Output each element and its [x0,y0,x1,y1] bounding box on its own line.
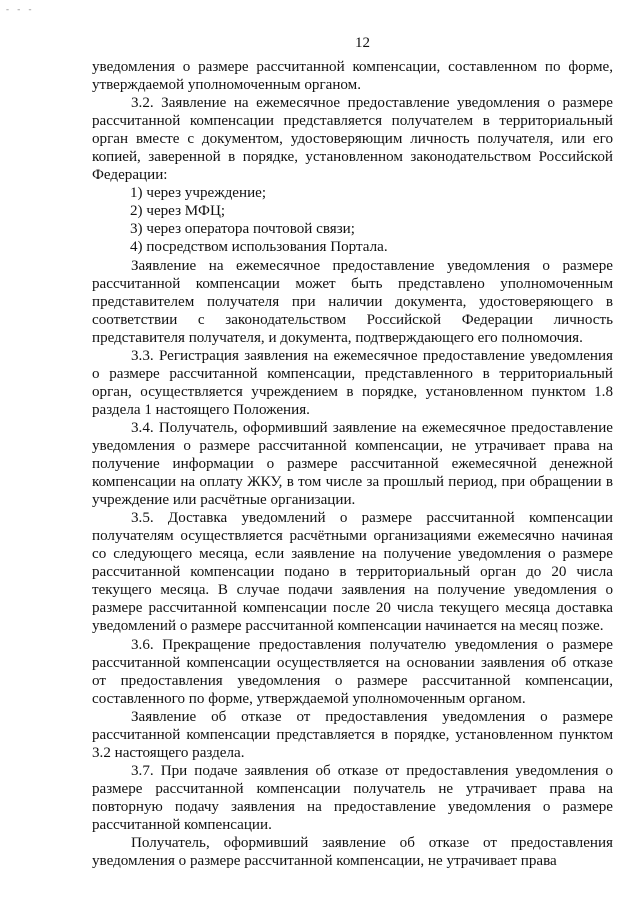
list-item: 2) через МФЦ; [130,203,226,220]
paragraph-3-6: 3.6. Прекращение предоставления получателю уведомления о размере рассчитанной компенсации осуществляется на основании заявления об отказе от предоставления уведомления о размере рассчитанной компенсации, составленного по форме, утверждаемой уполномоченным органом. [92,636,613,707]
list-item: 1) через учреждение; [130,185,267,202]
paragraph-3-3: 3.3. Регистрация заявления на ежемесячное предоставление уведомления о размере рассчитанной компенсации, представленного в территориальный орган, осуществляется учреждением в порядке, установленном пунктом 1.8 раздела 1 настоящего Положения. [92,347,613,418]
page-number: 12 [355,35,370,51]
document-body [92,58,613,870]
paragraph-3-7: 3.7. При подаче заявления об отказе от предоставления уведомления о размере рассчитанной компенсации получатель не утрачивает права на повторную подачу заявления на предоставление уведомления о размере рассчитанной компенсации. [92,762,613,833]
paragraph-3-5: 3.5. Доставка уведомлений о размере рассчитанной компенсации получателям осуществляется расчётными организациями ежемесячно начиная со следующего месяца, если заявление на получение уведомления о размере рассчитанной компенсации подано в территориальный орган до 20 числа текущего месяца. В случае подачи заявления на получение уведомления о размере рассчитанной компенсации после 20 числа текущего месяца доставка уведомлений о размере рассчитанной компенсации начинается на месяц позже. [92,510,613,635]
paragraph-continued: Получатель, оформивший заявление об отказе от предоставления уведомления о размере рассчитанной компенсации, не утрачивает права [92,835,613,870]
submission-methods-list [92,184,613,256]
paragraph-refusal-procedure: Заявление об отказе от предоставления уведомления о размере рассчитанной компенсации представляется в порядке, установленном пунктом 3.2 настоящего раздела. [92,708,613,761]
paragraph-continuation: уведомления о размере рассчитанной компенсации, составленном по форме, утверждаемой уполномоченным органом. [92,59,613,94]
document-page [92,34,613,870]
list-item: 3) через оператора почтовой связи; [130,221,355,238]
paragraph-representative: Заявление на ежемесячное предоставление уведомления о размере рассчитанной компенсации может быть представлено уполномоченным представителем получателя при наличии документа, удостоверяющего в соответствии с законодательством Российской Федерации личность представителя получателя, и документа, подтверждающего его полномочия. [92,257,613,346]
scan-corner-mark: - - - [6,4,35,14]
list-item: 4) посредством использования Портала. [130,239,388,256]
paragraph-3-4: 3.4. Получатель, оформивший заявление на ежемесячное предоставление уведомления о размере рассчитанной компенсации, не утрачивает права на получение информации о размере рассчитанной ежемесячной денежной компенсации на оплату ЖКУ, в том числе за прошлый период, при обращении в учреждение или расчётные организации. [92,419,613,509]
paragraph-3-2: 3.2. Заявление на ежемесячное предоставление уведомления о размере рассчитанной компенсации представляется получателем в территориальный орган вместе с документом, удостоверяющим личность получателя, или его копией, заверенной в порядке, установленном законодательством Российской Федерации: [92,95,613,184]
